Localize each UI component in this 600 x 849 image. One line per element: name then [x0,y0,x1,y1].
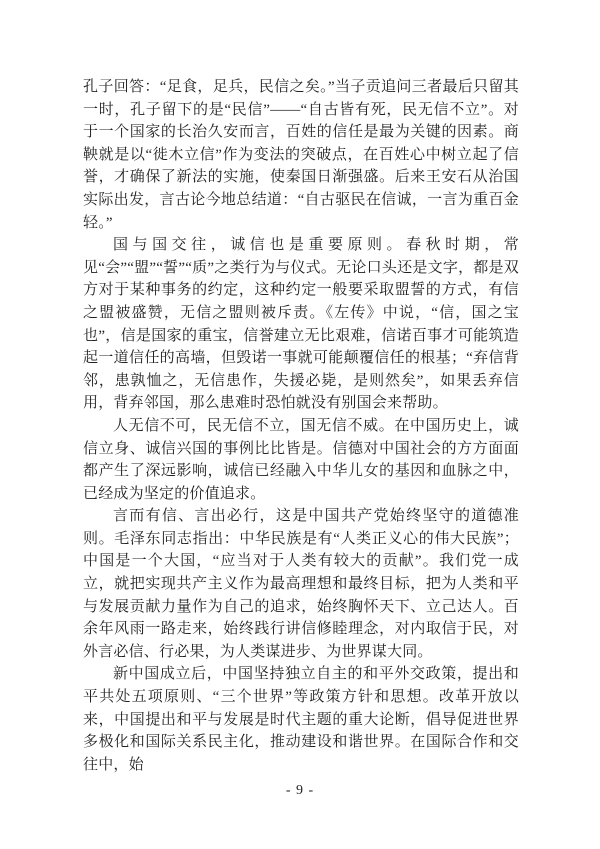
body-paragraph-2: 国与国交往，诚信也是重要原则。春秋时期，常见“会”“盟”“誓”“质”之类行为与仪式。无论口头还是文字，都是双方对于某种事务的约定，这种约定一般要采取盟誓的方式，有信之盟被盛赞，无信之盟则被斥责。《左传》中说，“信，国之宝也”，信是国家的重宝，信誉建立无比艰难，信诺百事才可能筑造起一道信任的高墙，但毁诺一事就可能颠覆信任的根基；“弃信背邻，患孰恤之，无信患作，失援必毙，是则然矣”，如果丢弃信用，背弃邻国，那么患难时恐怕就没有别国会来帮助。 [83,237,519,412]
body-paragraph-5: 新中国成立后，中国坚持独立自主的和平外交政策，提出和平共处五项原则、“三个世界”等政策方针和思想。改革开放以来，中国提出和平与发展是时代主题的重大论断，倡导促进世界多极化和国际关系民主化，推动建设和谐世界。在国际合作和交往中，始 [83,666,519,773]
page-number: - 9 - [285,783,315,798]
body-paragraph-4: 言而有信、言出必行，这是中国共产党始终坚守的道德准则。毛泽东同志指出：中华民族是有“人类正义心的伟大民族”；中国是一个大国，“应当对于人类有较大的贡献”。我们党一成立，就把实现共产主义作为最高理想和最终目标，把为人类和平与发展贡献力量作为自己的追求，始终胸怀天下、立己达人。百余年风雨一路走来，始终践行讲信修睦理念，对内取信于民，对外言必信、行必果，为人类谋进步、为世界谋大同。 [83,508,519,660]
body-paragraph-1: 孔子回答：“足食，足兵，民信之矣。”当子贡追问三者最后只留其一时，孔子留下的是“民信”——“自古皆有死，民无信不立”。对于一个国家的长治久安而言，百姓的信任是最为关键的因素。商鞅就是以“徙木立信”作为变法的突破点，在百姓心中树立起了信誉，才确保了新法的实施，使秦国日渐强盛。后来王安石从治国实际出发，言古论今地总结道：“自古驱民在信诚，一言为重百金轻。” [83,79,519,231]
page-body [83,76,519,776]
body-paragraph-3: 人无信不可，民无信不立，国无信不威。在中国历史上，诚信立身、诚信兴国的事例比比皆是。信德对中国社会的方方面面都产生了深远影响，诚信已经融入中华儿女的基因和血脉之中，已经成为坚定的价值追求。 [83,417,519,502]
